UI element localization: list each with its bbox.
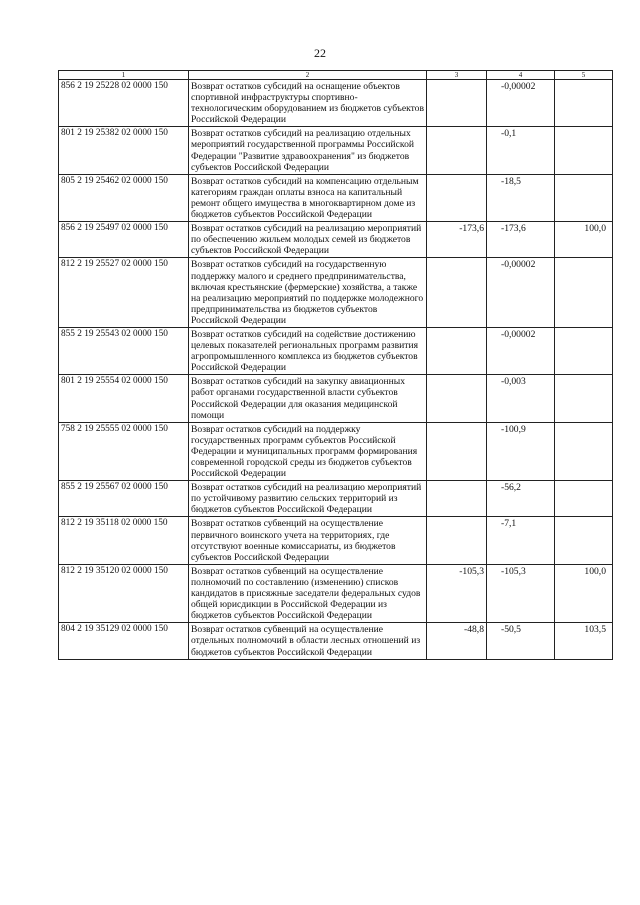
table-row <box>59 174 613 221</box>
column-3-value-cell <box>427 517 487 564</box>
column-3-value-cell: -173,6 <box>427 222 487 258</box>
column-5-value-cell <box>555 327 613 374</box>
budget-code-cell: 856 2 19 25497 02 0000 150 <box>59 222 189 258</box>
column-4-value-cell: -7,1 <box>487 517 555 564</box>
column-number: 4 <box>487 71 555 80</box>
column-3-value-cell <box>427 258 487 328</box>
column-3-value-cell <box>427 375 487 422</box>
budget-table <box>58 70 613 660</box>
budget-code-cell: 856 2 19 25228 02 0000 150 <box>59 80 189 127</box>
table-body <box>59 80 613 660</box>
column-5-value-cell <box>555 258 613 328</box>
column-number: 3 <box>427 71 487 80</box>
table-row <box>59 80 613 127</box>
table-row <box>59 564 613 622</box>
table-row <box>59 327 613 374</box>
page-number: 22 <box>314 46 326 60</box>
table-row <box>59 127 613 174</box>
description-cell: Возврат остатков субвенций на осуществление первичного воинского учета на территориях, где отсутствуют военные комиссариаты, из бюджетов субъектов Российской Федерации <box>189 517 427 564</box>
table-row <box>59 623 613 659</box>
table-row <box>59 422 613 480</box>
column-4-value-cell: -18,5 <box>487 174 555 221</box>
budget-code-cell: 812 2 19 25527 02 0000 150 <box>59 258 189 328</box>
budget-code-cell: 805 2 19 25462 02 0000 150 <box>59 174 189 221</box>
budget-code-cell: 758 2 19 25555 02 0000 150 <box>59 422 189 480</box>
column-5-value-cell <box>555 80 613 127</box>
column-5-value-cell <box>555 422 613 480</box>
column-4-value-cell: -100,9 <box>487 422 555 480</box>
column-5-value-cell: 100,0 <box>555 564 613 622</box>
description-cell: Возврат остатков субсидий на реализацию мероприятий по обеспечению жильем молодых семей из бюджетов субъектов Российской Федерации <box>189 222 427 258</box>
column-number: 2 <box>189 71 427 80</box>
table-row <box>59 258 613 328</box>
description-cell: Возврат остатков субсидий на реализацию мероприятий по устойчивому развитию сельских территорий из бюджетов субъектов Российской Федерации <box>189 481 427 517</box>
column-number: 5 <box>555 71 613 80</box>
description-cell: Возврат остатков субсидий на государственную поддержку малого и среднего предпринимательства, включая крестьянские (фермерские) хозяйства, а также на реализацию мероприятий по поддержке молодежного предпринимательства из бюджетов субъектов Российской Федерации <box>189 258 427 328</box>
column-3-value-cell <box>427 80 487 127</box>
budget-code-cell: 801 2 19 25382 02 0000 150 <box>59 127 189 174</box>
table-row <box>59 481 613 517</box>
description-cell: Возврат остатков субсидий на компенсацию отдельным категориям граждан оплаты взноса на капитальный ремонт общего имущества в многоквартирном доме из бюджетов субъектов Российской Федерации <box>189 174 427 221</box>
column-4-value-cell: -0,00002 <box>487 80 555 127</box>
table-row <box>59 375 613 422</box>
column-3-value-cell <box>427 422 487 480</box>
column-number: 1 <box>59 71 189 80</box>
description-cell: Возврат остатков субсидий на реализацию отдельных мероприятий государственной программы Российской Федерации "Развитие здравоохранения" из бюджетов субъектов Российской Федерации <box>189 127 427 174</box>
column-5-value-cell <box>555 481 613 517</box>
table-row <box>59 222 613 258</box>
description-cell: Возврат остатков субсидий на содействие достижению целевых показателей региональных программ развития агропромышленного комплекса из бюджетов субъектов Российской Федерации <box>189 327 427 374</box>
table-row <box>59 517 613 564</box>
column-3-value-cell <box>427 327 487 374</box>
column-5-value-cell: 103,5 <box>555 623 613 659</box>
column-5-value-cell: 100,0 <box>555 222 613 258</box>
description-cell: Возврат остатков субсидий на оснащение объектов спортивной инфраструктуры спортивно-технологическим оборудованием из бюджетов субъектов Российской Федерации <box>189 80 427 127</box>
column-5-value-cell <box>555 127 613 174</box>
description-cell: Возврат остатков субсидий на закупку авиационных работ органами государственной власти субъектов Российской Федерации для оказания медицинской помощи <box>189 375 427 422</box>
column-3-value-cell: -105,3 <box>427 564 487 622</box>
column-5-value-cell <box>555 517 613 564</box>
column-5-value-cell <box>555 174 613 221</box>
column-4-value-cell: -56,2 <box>487 481 555 517</box>
column-4-value-cell: -0,1 <box>487 127 555 174</box>
description-cell: Возврат остатков субсидий на поддержку государственных программ субъектов Российской Федерации и муниципальных программ формирования современной городской среды из бюджетов субъектов Российской Федерации <box>189 422 427 480</box>
column-3-value-cell <box>427 481 487 517</box>
column-4-value-cell: -0,003 <box>487 375 555 422</box>
budget-code-cell: 855 2 19 25567 02 0000 150 <box>59 481 189 517</box>
column-3-value-cell: -48,8 <box>427 623 487 659</box>
column-4-value-cell: -50,5 <box>487 623 555 659</box>
budget-code-cell: 812 2 19 35118 02 0000 150 <box>59 517 189 564</box>
budget-code-cell: 804 2 19 35129 02 0000 150 <box>59 623 189 659</box>
budget-code-cell: 812 2 19 35120 02 0000 150 <box>59 564 189 622</box>
description-cell: Возврат остатков субвенций на осуществление полномочий по составлению (изменению) списков кандидатов в присяжные заседатели федеральных судов общей юрисдикции в Российской Федерации из бюджетов субъектов Российской Федерации <box>189 564 427 622</box>
description-cell: Возврат остатков субвенций на осуществление отдельных полномочий в области лесных отношений из бюджетов субъектов Российской Федерации <box>189 623 427 659</box>
column-4-value-cell: -0,00002 <box>487 258 555 328</box>
column-3-value-cell <box>427 174 487 221</box>
budget-code-cell: 855 2 19 25543 02 0000 150 <box>59 327 189 374</box>
column-number-row <box>59 71 613 80</box>
budget-code-cell: 801 2 19 25554 02 0000 150 <box>59 375 189 422</box>
column-4-value-cell: -173,6 <box>487 222 555 258</box>
column-4-value-cell: -0,00002 <box>487 327 555 374</box>
column-5-value-cell <box>555 375 613 422</box>
column-3-value-cell <box>427 127 487 174</box>
column-4-value-cell: -105,3 <box>487 564 555 622</box>
